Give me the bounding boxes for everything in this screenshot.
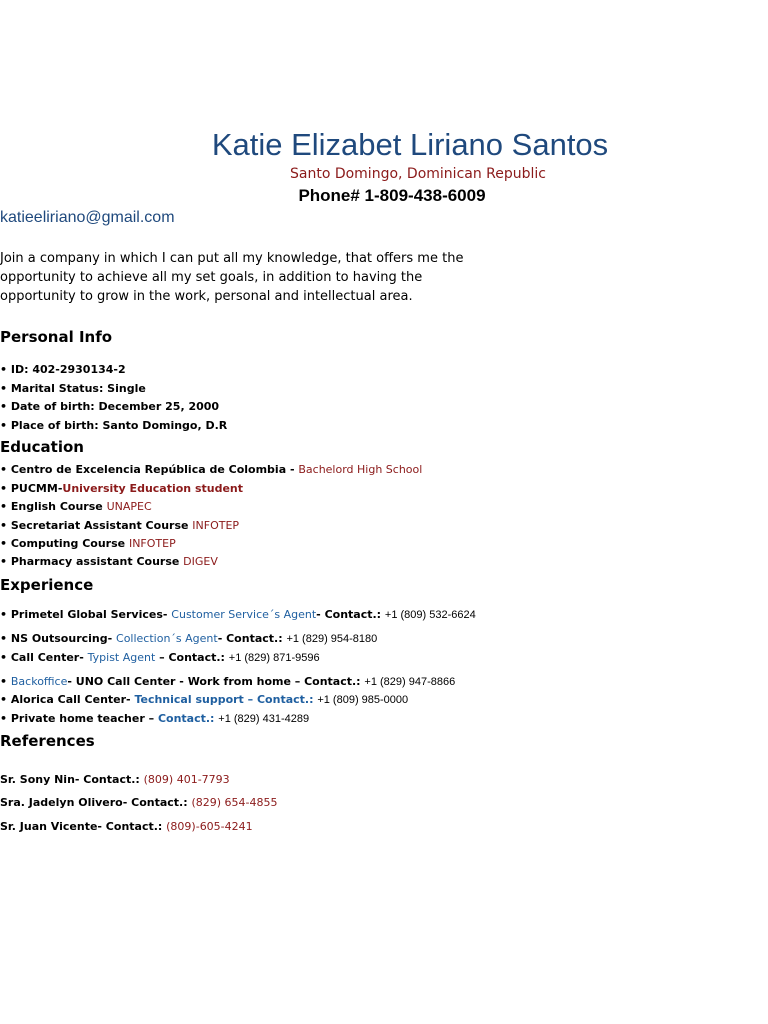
education-heading: Education	[0, 438, 84, 456]
education-detail: INFOTEP	[128, 537, 176, 550]
education-detail: UNAPEC	[106, 500, 152, 513]
experience-heading: Experience	[0, 576, 94, 594]
experience-phone: +1 (829) 947-8866	[364, 676, 456, 688]
experience-item	[0, 651, 320, 664]
experience-contact-label: - UNO Call Center - Work from home – Contact.:	[67, 675, 365, 688]
education-school: • Pharmacy assistant Course	[0, 555, 184, 568]
experience-role: Collection´s Agent	[116, 632, 218, 645]
experience-employer: • Private home teacher –	[0, 712, 158, 725]
personal-info-item: • Marital Status: Single	[0, 382, 146, 395]
education-school: • Computing Course	[0, 537, 129, 550]
reference-phone: (809)-605-4241	[166, 820, 253, 833]
phone-number: Phone# 1-809-438-6009	[298, 186, 486, 205]
experience-employer: • Alorica Call Center-	[0, 693, 135, 706]
experience-contact-label: – Contact.:	[155, 651, 229, 664]
experience-role: Backoffice	[10, 675, 68, 688]
reference-item	[0, 773, 230, 786]
experience-employer: • NS Outsourcing-	[0, 632, 117, 645]
experience-phone: +1 (809) 985-0000	[317, 694, 409, 706]
references-heading: References	[0, 732, 95, 750]
education-item	[0, 482, 243, 495]
education-school: • Secretariat Assistant Course	[0, 519, 193, 532]
experience-employer: •	[0, 675, 11, 688]
personal-info-item: • Place of birth: Santo Domingo, D.R	[0, 419, 228, 432]
experience-item	[0, 712, 309, 725]
experience-phone: +1 (809) 532-6624	[384, 609, 476, 621]
education-detail: DIGEV	[183, 555, 218, 568]
personal-info-item: • Date of birth: December 25, 2000	[0, 400, 220, 413]
experience-item	[0, 675, 455, 688]
experience-phone: +1 (829) 871-9596	[228, 652, 320, 664]
reference-phone: (829) 654-4855	[191, 796, 278, 809]
experience-role: Technical support – Contact.:	[134, 693, 314, 706]
experience-phone: +1 (829) 431-4289	[218, 713, 310, 725]
email-address[interactable]: katieeliriano@gmail.com	[0, 209, 175, 226]
location: Santo Domingo, Dominican Republic	[289, 166, 546, 182]
experience-item	[0, 632, 377, 645]
education-detail: INFOTEP	[192, 519, 240, 532]
experience-role: Contact.:	[157, 712, 215, 725]
education-school: • English Course	[0, 500, 107, 513]
education-item	[0, 500, 152, 513]
education-detail: Bachelord High School	[298, 463, 423, 476]
education-item	[0, 555, 218, 568]
experience-item	[0, 693, 408, 706]
experience-role: Typist Agent	[87, 651, 156, 664]
education-school: • Centro de Excelencia República de Colombia -	[0, 463, 299, 476]
candidate-name: Katie Elizabet Liriano Santos	[211, 127, 609, 162]
personal-info-item: • ID: 402-2930134-2	[0, 363, 126, 376]
reference-name: Sr. Sony Nin- Contact.:	[0, 773, 144, 786]
education-detail: University Education student	[62, 482, 244, 495]
reference-name: Sr. Juan Vicente- Contact.:	[0, 820, 167, 833]
education-school: • PUCMM-	[0, 482, 63, 495]
education-item	[0, 519, 239, 532]
reference-item	[0, 820, 253, 833]
education-item	[0, 463, 422, 476]
experience-contact-label: - Contact.:	[316, 608, 385, 621]
education-item	[0, 537, 176, 550]
reference-name: Sra. Jadelyn Olivero- Contact.:	[0, 796, 192, 809]
experience-phone: +1 (829) 954-8180	[286, 633, 378, 645]
experience-role: Customer Service´s Agent	[171, 608, 317, 621]
experience-employer: • Call Center-	[0, 651, 88, 664]
experience-item	[0, 608, 476, 621]
reference-item	[0, 796, 278, 809]
personal-info-heading: Personal Info	[0, 328, 113, 346]
objective-paragraph: Join a company in which I can put all my knowledge, that offers me the opportunity to achieve all my set goals, in addition to having the opportunity to grow in the work, personal and intellectual area.	[0, 251, 464, 304]
experience-employer: • Primetel Global Services-	[0, 608, 172, 621]
reference-phone: (809) 401-7793	[143, 773, 230, 786]
experience-contact-label: - Contact.:	[217, 632, 287, 645]
